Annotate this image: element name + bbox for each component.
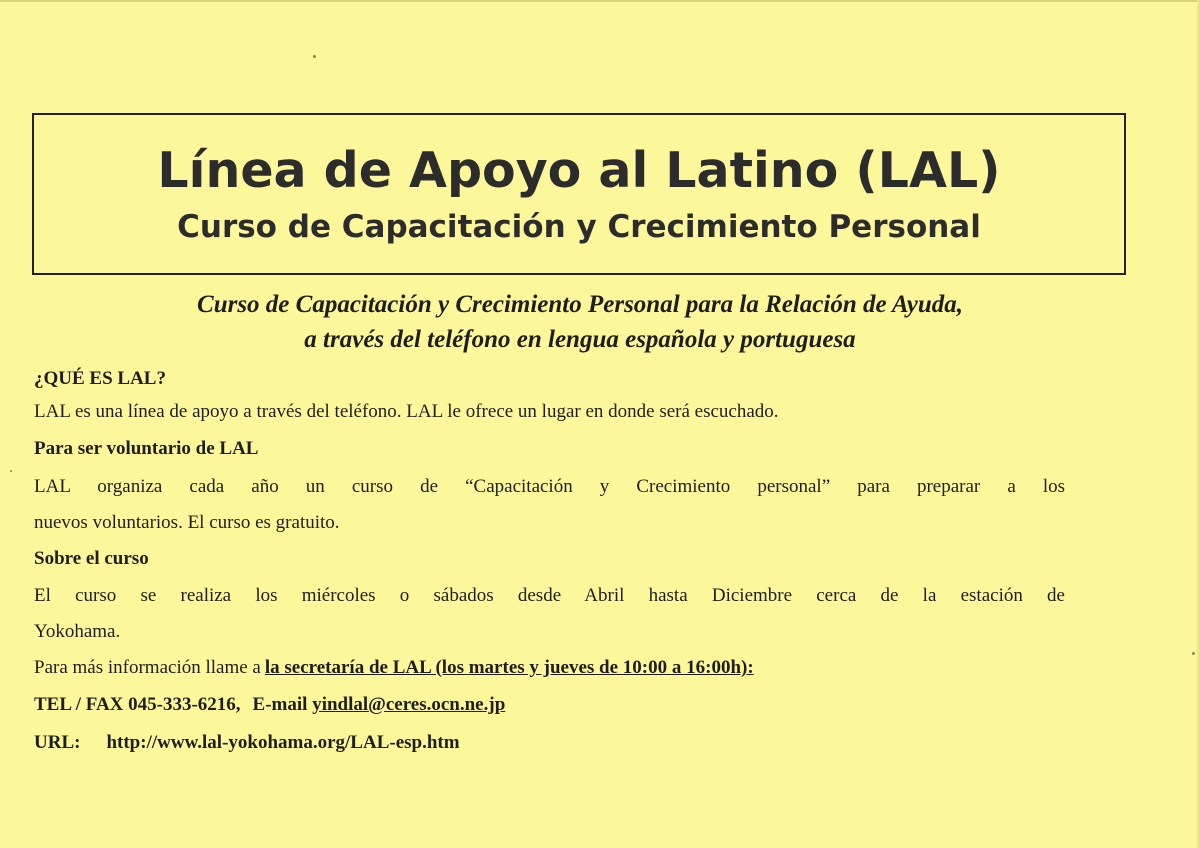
- email-label: E-mail: [252, 694, 308, 715]
- heading-curso: Sobre el curso: [34, 548, 149, 569]
- paper-speck: [1192, 652, 1195, 655]
- page-subtitle: Curso de Capacitación y Crecimiento Personal: [177, 209, 981, 245]
- contact-tel-line: [34, 692, 505, 718]
- text-voluntario-line-2: nuevos voluntarios. El curso es gratuito.: [34, 512, 340, 533]
- email-link[interactable]: yindlal@ceres.ocn.ne.jp: [312, 694, 506, 715]
- url-label: URL:: [34, 732, 81, 753]
- contact-info-line: [34, 655, 754, 681]
- contact-info-prefix: Para más información llame a: [34, 657, 261, 678]
- paper-speck: [10, 470, 12, 472]
- heading-que-es: ¿QUÉ ES LAL?: [34, 368, 166, 389]
- paper-edge: [0, 0, 1200, 2]
- text-que-es: LAL es una línea de apoyo a través del teléfono. LAL le ofrece un lugar en donde será escuchado.: [34, 401, 779, 422]
- url-link[interactable]: http://www.lal-yokohama.org/LAL-esp.htm: [106, 732, 460, 753]
- course-description-line-1: Curso de Capacitación y Crecimiento Personal para la Relación de Ayuda,: [197, 291, 963, 318]
- title-box: [32, 113, 1126, 275]
- tel-fax: TEL / FAX 045-333-6216,: [34, 694, 241, 715]
- text-curso-line-1: El curso se realiza los miércoles o sábados desde Abril hasta Diciembre cerca de la estación de: [34, 585, 1065, 606]
- paper-speck: [313, 55, 316, 58]
- heading-voluntario: Para ser voluntario de LAL: [34, 438, 259, 459]
- course-description-line-2: a través del teléfono en lengua española y portuguesa: [304, 326, 856, 353]
- contact-url-line: [34, 730, 460, 756]
- secretaria-hours: la secretaría de LAL (los martes y jueves de 10:00 a 16:00h):: [264, 657, 754, 678]
- page-title: Línea de Apoyo al Latino (LAL): [157, 142, 1001, 199]
- text-voluntario-line-1: LAL organiza cada año un curso de “Capacitación y Crecimiento personal” para preparar a los: [34, 476, 1065, 497]
- text-curso-line-2: Yokohama.: [34, 621, 121, 642]
